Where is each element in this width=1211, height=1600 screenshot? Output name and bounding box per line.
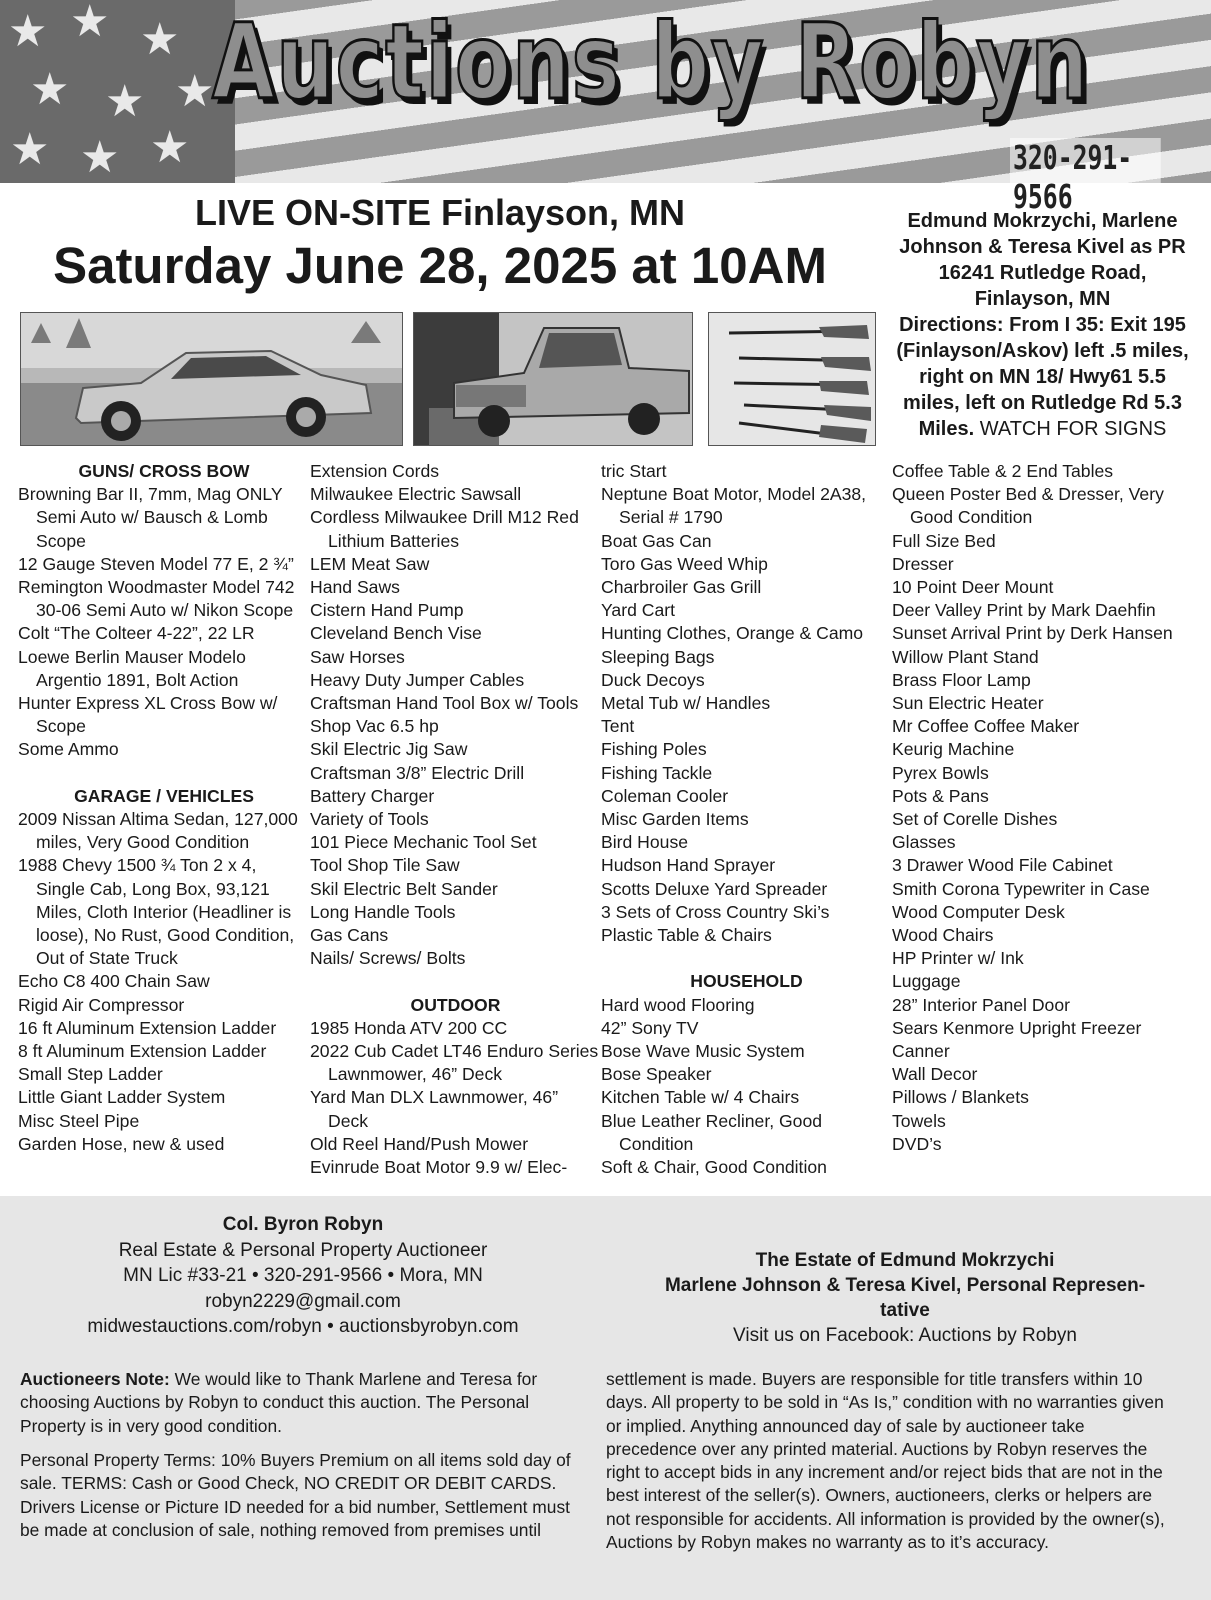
- star-icon: ★: [80, 132, 120, 183]
- estate-representatives: Marlene Johnson & Teresa Kivel, Personal Represen-: [664, 1275, 1146, 1296]
- photo-chevy-truck: [413, 312, 693, 446]
- list-item: Shop Vac 6.5 hp: [310, 716, 439, 737]
- list-item: Cistern Hand Pump: [310, 600, 464, 621]
- list-item: Dresser: [892, 553, 954, 574]
- watch-for-signs: WATCH FOR SIGNS: [974, 418, 1167, 440]
- list-item: Long Handle Tools: [310, 901, 456, 922]
- list-item: Set of Corelle Dishes: [892, 809, 1058, 830]
- list-item: Browning Bar II, 7mm, Mag ONLY Semi Auto w/ Bausch & Lomb Scope: [18, 484, 283, 551]
- list-item: Deer Valley Print by Mark Daehfin: [892, 600, 1156, 621]
- list-item: Sleeping Bags: [601, 646, 715, 667]
- list-item: Garden Hose, new & used: [18, 1133, 225, 1154]
- property-terms: Personal Property Terms: 10% Buyers Premium on all items sold day of sale. TERMS: Cash or Good Check, NO CREDIT OR DEBIT CARDS. Drivers License or Picture ID needed for a bid number, Settlement must be made at conclusion of sale, nothing removed from premises until: [20, 1450, 571, 1540]
- header-phone: 320-291-9566: [1010, 138, 1161, 216]
- auctioneer-title: Real Estate & Personal Property Auctioneer: [118, 1239, 488, 1261]
- list-item: Pots & Pans: [892, 785, 989, 806]
- list-item: HP Printer w/ Ink: [892, 948, 1024, 969]
- list-item: Pyrex Bowls: [892, 762, 989, 783]
- list-item: 16 ft Aluminum Extension Ladder: [18, 1017, 277, 1038]
- list-item: Scotts Deluxe Yard Spreader: [601, 878, 828, 899]
- list-item: Hunting Clothes, Orange & Camo: [601, 623, 864, 644]
- list-item: 3 Sets of Cross Country Ski’s: [601, 901, 830, 922]
- list-item: Skil Electric Belt Sander: [310, 878, 498, 899]
- list-item: Brass Floor Lamp: [892, 669, 1031, 690]
- note-text: We would like to Thank Marlene and Teresa for choosing Auctions by Robyn to conduct this auction. The Personal Property is in very good condition.: [20, 1369, 538, 1436]
- list-item: Glasses: [892, 832, 956, 853]
- list-item: Sears Kenmore Upright Freezer: [892, 1017, 1142, 1038]
- auctioneers-note: [20, 1368, 586, 1438]
- list-item: 28” Interior Panel Door: [892, 994, 1070, 1015]
- auctioneer-websites: midwestauctions.com/robyn • auctionsbyrobyn.com: [87, 1316, 519, 1337]
- list-item: Soft & Chair, Good Condition: [601, 1157, 827, 1178]
- directions-line: right on MN 18/ Hwy61 5.5: [919, 366, 1166, 388]
- list-item: Fishing Tackle: [601, 762, 713, 783]
- list-item: Towels: [892, 1110, 946, 1131]
- list-item: Fishing Poles: [601, 739, 707, 760]
- list-item: Some Ammo: [18, 739, 119, 760]
- owner-line: Johnson & Teresa Kivel as PR: [899, 236, 1186, 258]
- list-item: Bird House: [601, 832, 689, 853]
- list-item: Blue Leather Recliner, Good Condition: [601, 1110, 823, 1154]
- list-item: Wood Computer Desk: [892, 901, 1065, 922]
- list-item: 3 Drawer Wood File Cabinet: [892, 855, 1113, 876]
- list-item: Cordless Milwaukee Drill M12 Red Lithium Batteries: [310, 507, 579, 551]
- list-item: Battery Charger: [310, 785, 435, 806]
- list-item: 1985 Honda ATV 200 CC: [310, 1017, 508, 1038]
- list-item: Misc Steel Pipe: [18, 1110, 140, 1131]
- star-icon: ★: [175, 66, 215, 117]
- section-gap: [601, 947, 892, 970]
- star-icon: ★: [140, 14, 180, 65]
- list-item: Remington Woodmaster Model 742 30-06 Semi Auto w/ Nikon Scope: [18, 577, 295, 621]
- list-item: LEM Meat Saw: [310, 553, 430, 574]
- auctioneer-email: robyn2229@gmail.com: [205, 1290, 401, 1312]
- list-item: 10 Point Deer Mount: [892, 577, 1054, 598]
- list-item: Canner: [892, 1041, 950, 1062]
- list-item: Wall Decor: [892, 1064, 978, 1085]
- list-item: Coleman Cooler: [601, 785, 729, 806]
- list-item: Hunter Express XL Cross Bow w/ Scope: [18, 693, 278, 737]
- list-item: Mr Coffee Coffee Maker: [892, 716, 1080, 737]
- list-item: Variety of Tools: [310, 809, 429, 830]
- list-item: Keurig Machine: [892, 739, 1015, 760]
- note-label: Auctioneers Note:: [20, 1369, 170, 1389]
- list-item: 2022 Cub Cadet LT46 Enduro Series Lawnmower, 46” Deck: [310, 1041, 599, 1085]
- auctioneer-license: MN Lic #33-21 • 320-291-9566 • Mora, MN: [123, 1265, 483, 1286]
- section-gap: [18, 762, 310, 785]
- list-item: Sunset Arrival Print by Derk Hansen: [892, 623, 1173, 644]
- list-item: Bose Wave Music System: [601, 1041, 805, 1062]
- list-item: Neptune Boat Motor, Model 2A38, Serial # 1790: [601, 484, 867, 528]
- list-item: Saw Horses: [310, 646, 405, 667]
- directions-line: (Finlayson/Askov) left .5 miles,: [896, 340, 1189, 362]
- list-item: Duck Decoys: [601, 669, 705, 690]
- section-heading-garage: GARAGE / VEHICLES: [74, 785, 254, 806]
- directions-last-line: [880, 416, 1205, 442]
- column-4: [892, 460, 1194, 1200]
- star-icon: ★: [8, 6, 48, 57]
- estate-info: [615, 1248, 1195, 1348]
- list-item: Hudson Hand Sprayer: [601, 855, 776, 876]
- rifles-illustration: [709, 313, 875, 445]
- list-item: 12 Gauge Steven Model 77 E, 2 ¾”: [18, 553, 294, 574]
- address-line: Finlayson, MN: [974, 288, 1111, 310]
- list-item: 1988 Chevy 1500 ¾ Ton 2 x 4, Single Cab, Long Box, 93,121 Miles, Cloth Interior (Headliner is loose), No Rust, Good Condition, Out of State Truck: [18, 855, 295, 969]
- list-item: 8 ft Aluminum Extension Ladder: [18, 1041, 267, 1062]
- section-gap: [310, 970, 601, 993]
- list-item: 2009 Nissan Altima Sedan, 127,000 miles, Very Good Condition: [18, 809, 298, 853]
- list-item: Tent: [601, 716, 635, 737]
- list-item: Yard Cart: [601, 600, 675, 621]
- list-item: Pillows / Blankets: [892, 1087, 1029, 1108]
- event-date: Saturday June 28, 2025 at 10AM: [53, 237, 827, 294]
- list-item: Full Size Bed: [892, 530, 996, 551]
- list-item: Smith Corona Typewriter in Case: [892, 878, 1150, 899]
- star-icon: ★: [150, 122, 190, 173]
- address-line: 16241 Rutledge Road,: [938, 262, 1147, 284]
- star-icon: ★: [105, 76, 145, 127]
- list-item: Cleveland Bench Vise: [310, 623, 482, 644]
- section-heading-outdoor: OUTDOOR: [410, 994, 501, 1015]
- list-item: Milwaukee Electric Sawsall: [310, 484, 522, 505]
- photo-rifles: [708, 312, 876, 446]
- list-item: Heavy Duty Jumper Cables: [310, 669, 525, 690]
- list-item: Loewe Berlin Mauser Modelo Argentio 1891, Bolt Action: [18, 646, 246, 690]
- logo-title: Auctions by Robyn: [212, 1, 1090, 123]
- list-item: Wood Chairs: [892, 925, 994, 946]
- facebook-line: Visit us on Facebook: Auctions by Robyn: [733, 1325, 1077, 1346]
- list-item: Luggage: [892, 971, 961, 992]
- list-item: Sun Electric Heater: [892, 693, 1044, 714]
- list-item: Toro Gas Weed Whip: [601, 553, 768, 574]
- list-item: Gas Cans: [310, 925, 389, 946]
- list-item: Tool Shop Tile Saw: [310, 855, 460, 876]
- stars-field: [0, 0, 235, 183]
- list-item: Coffee Table & 2 End Tables: [892, 461, 1114, 481]
- list-item: 101 Piece Mechanic Tool Set: [310, 832, 537, 853]
- list-item: Echo C8 400 Chain Saw: [18, 971, 210, 992]
- truck-illustration: [414, 313, 692, 445]
- list-item: Hand Saws: [310, 577, 400, 598]
- directions-line: miles, left on Rutledge Rd 5.3: [903, 392, 1182, 414]
- list-item: Yard Man DLX Lawnmower, 46” Deck: [310, 1087, 559, 1131]
- settlement-terms: settlement is made. Buyers are responsible for title transfers within 10 days. All property to be sold in “As Is,” condition with no warranties given or implied. Anything announced day of sale by auctioneer take precedence over any printed material. Auctions by Robyn reserves the right to accept bids in any increment and/or reject bids that are not in the best interest of the seller(s). Owners, auctioneers, clerks or helpers are not responsible for accidents. All information is provided by the owner(s), Auctions by Robyn makes no warranty as to it’s accuracy.: [606, 1369, 1165, 1553]
- auctioneer-name: Col. Byron Robyn: [222, 1214, 384, 1235]
- list-item: Willow Plant Stand: [892, 646, 1039, 667]
- list-item: Queen Poster Bed & Dresser, Very Good Condition: [892, 484, 1164, 528]
- list-item: Skil Electric Jig Saw: [310, 739, 468, 760]
- sedan-illustration: [21, 313, 402, 445]
- list-item: Boat Gas Can: [601, 530, 712, 551]
- list-item: Little Giant Ladder System: [18, 1087, 226, 1108]
- list-item: Small Step Ladder: [18, 1064, 163, 1085]
- footer-panel: [0, 1196, 1211, 1600]
- star-icon: ★: [10, 124, 50, 175]
- list-item: Rigid Air Compressor: [18, 994, 185, 1015]
- column-3: [601, 460, 892, 1200]
- list-item: Bose Speaker: [601, 1064, 712, 1085]
- list-item: Evinrude Boat Motor 9.9 w/ Elec-: [310, 1157, 568, 1178]
- section-heading-guns: GUNS/ CROSS BOW: [78, 461, 250, 481]
- list-item: Charbroiler Gas Grill: [601, 577, 762, 598]
- column-1: [18, 460, 310, 1200]
- section-heading-household: HOUSEHOLD: [690, 971, 803, 992]
- photo-nissan-sedan: [20, 312, 403, 446]
- list-item: Metal Tub w/ Handles: [601, 693, 771, 714]
- list-item: Plastic Table & Chairs: [601, 925, 772, 946]
- item-listing: [18, 460, 1194, 1200]
- star-icon: ★: [70, 0, 110, 47]
- star-icon: ★: [30, 64, 70, 115]
- directions-line: Directions: From I 35: Exit 195: [899, 314, 1186, 336]
- list-item: Colt “The Colteer 4-22”, 22 LR: [18, 623, 255, 644]
- list-item: Hard wood Flooring: [601, 994, 755, 1015]
- list-item: Nails/ Screws/ Bolts: [310, 948, 466, 969]
- event-headline: LIVE ON-SITE Finlayson, MN: [194, 192, 686, 233]
- estate-representatives-cont: tative: [880, 1300, 930, 1321]
- list-item: Misc Garden Items: [601, 809, 749, 830]
- list-item: Craftsman Hand Tool Box w/ Tools: [310, 693, 579, 714]
- list-item: tric Start: [601, 461, 667, 481]
- owner-line: Edmund Mokrzychi, Marlene: [907, 210, 1178, 232]
- list-item: Extension Cords: [310, 461, 440, 481]
- estate-name: The Estate of Edmund Mokrzychi: [755, 1250, 1055, 1271]
- directions-miles: Miles.: [918, 418, 975, 440]
- list-item: 42” Sony TV: [601, 1017, 699, 1038]
- owner-directions: [880, 208, 1205, 442]
- list-item: Craftsman 3/8” Electric Drill: [310, 762, 525, 783]
- list-item: Kitchen Table w/ 4 Chairs: [601, 1087, 800, 1108]
- list-item: DVD’s: [892, 1133, 942, 1154]
- list-item: Old Reel Hand/Push Mower: [310, 1133, 529, 1154]
- column-2: [310, 460, 601, 1200]
- auctioneer-contact: [20, 1212, 586, 1340]
